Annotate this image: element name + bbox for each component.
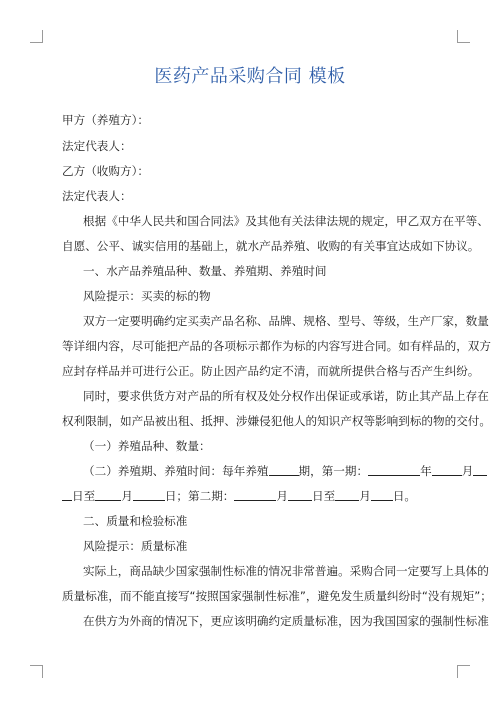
blank-underline: [432, 463, 462, 476]
intro-paragraph-line: 根据《中华人民共和国合同法》及其他有关法律法规的规定，甲乙双方在平等、: [83, 213, 489, 228]
paragraph-line: 同时，要求供货方对产品的所有权及处分权作出保证或承诺，防止其产品上存在: [83, 388, 489, 403]
blank-underline: [234, 488, 276, 501]
blank-underline: [269, 463, 299, 476]
paragraph-line: 双方一定要明确约定买卖产品名称、品牌、规格、型号、等级，生产厂家，数量: [83, 313, 489, 328]
clause-item-fill-line: （二）养殖期、养殖时间：每年养殖 期，第一期： 年 月: [62, 459, 440, 484]
party-a-line: 甲方（养殖方）：: [62, 113, 149, 127]
paragraph-line: 等详细内容，尽可能把产品的各项标示都作为标的内容写进合同。如有样品的，双方: [62, 338, 491, 353]
crop-mark-top-left: [30, 30, 43, 43]
clause-item-fill-line: 日至 月 日；第二期： 月 日至 月 日。: [62, 484, 440, 509]
paragraph-line: 应封存样品并可进行公正。防止因产品约定不清，而就所提供合格与否产生纠纷。: [62, 363, 480, 378]
document-body: [62, 108, 492, 634]
paragraph-line: 质量标准，而不能直接写“按照国家强制性标准”，避免发生质量纠纷时“没有规矩”；: [62, 588, 492, 603]
risk-note: 风险提示：质量标准: [83, 538, 188, 553]
blank-underline: [335, 488, 359, 501]
blank-underline: [473, 463, 487, 476]
paragraph-line: 实际上，商品缺少国家强制性标准的情况非常普遍。采购合同一定要写上具体的: [83, 563, 489, 578]
blank-underline: [371, 488, 393, 501]
party-a-rep-line: 法定代表人：: [62, 138, 132, 153]
party-b-rep-line: 法定代表人：: [62, 188, 132, 203]
document-title: 医药产品采购合同 模板: [154, 66, 346, 87]
blank-underline: [95, 488, 121, 501]
crop-mark-top-right: [457, 30, 470, 43]
clause-item: （一）养殖品种、数量：: [83, 438, 211, 453]
section-heading: 一、水产品养殖品种、数量、养殖期、养殖时间: [83, 263, 327, 278]
crop-mark-bottom-right: [457, 665, 470, 678]
intro-paragraph-line: 自愿、公平、诚实信用的基础上，就水产品养殖、收购的有关事宜达成如下协议。: [62, 238, 480, 253]
blank-underline: [288, 488, 312, 501]
party-b-line: 乙方（收购方）：: [62, 163, 149, 178]
blank-underline: [62, 488, 72, 501]
paragraph-line: 在供方为外商的情况下，更应该明确约定质量标准，因为我国国家的强制性标准: [83, 613, 489, 628]
paragraph-line: 权利限制，如产品被出租、抵押、涉嫌侵犯他人的知识产权等影响到标的物的交付。: [62, 413, 491, 428]
section-heading: 二、质量和检验标准: [83, 513, 188, 528]
risk-note: 风险提示：买卖的标的物: [83, 288, 211, 303]
crop-mark-bottom-left: [30, 665, 43, 678]
blank-underline: [133, 488, 165, 501]
blank-underline: [368, 463, 420, 476]
